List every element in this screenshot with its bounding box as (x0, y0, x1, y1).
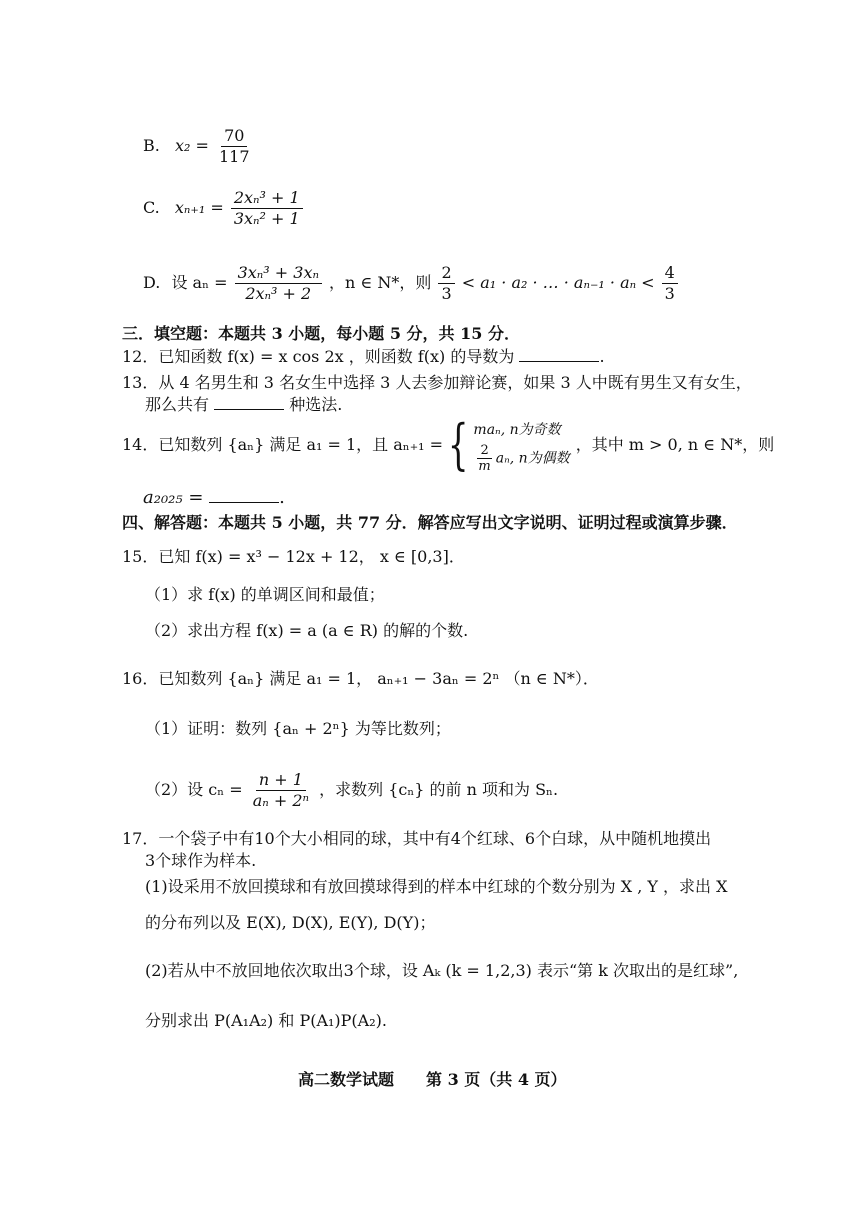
option-d-fraction: $\frac{\text{3xₙ³ + 3xₙ}}{\text{2xₙ³ + 2}}$ (235, 263, 322, 304)
question-14-line2: a₂₀₂₅ = . (143, 487, 285, 508)
answer-blank-14[interactable] (209, 486, 279, 503)
question-17-line6: 分别求出 P(A₁A₂) 和 P(A₁)P(A₂). (145, 1011, 387, 1030)
section-4-title: 四、解答题：本题共 5 小题，共 77 分．解答应写出文字说明、证明过程或演算步骤． (122, 513, 738, 532)
option-d: D. 设 aₙ = $\frac{\text{3xₙ³ + 3xₙ}}{\text{2xₙ³ + 2}}$ ，n ∈ N*，则 $\frac{2}{3}$ < a₁ · a₂ · … · aₙ₋₁ · aₙ < $\frac{4}{3}$ (143, 263, 680, 304)
question-13-line1: 13．从 4 名男生和 3 名女生中选择 3 人去参加辩论赛，如果 3 人中既有男生又有女生， (122, 373, 752, 392)
option-d-left-bound: $\frac{2}{3}$ (438, 263, 454, 304)
question-15-part1: （1）求 f(x) 的单调区间和最值； (145, 585, 385, 604)
question-17-line1: 17．一个袋子中有10个大小相同的球，其中有4个红球、6个白球，从中随机地摸出 (122, 829, 712, 848)
option-b: B. x₂ = $\frac{70}{117}$ (143, 126, 255, 167)
option-c: C. xₙ₊₁ = $\frac{\text{2xₙ³ + 1}}{\text{3xₙ² + 1}}$ (143, 188, 305, 229)
page-footer: 高二数学试题 第 3 页（共 4 页） (298, 1070, 567, 1089)
answer-blank-12[interactable] (519, 345, 599, 362)
question-12: 12．已知函数 f(x) = x cos 2x ，则函数 f(x) 的导数为 . (122, 347, 605, 366)
question-15-part2: （2）求出方程 f(x) = a (a ∈ R) 的解的个数. (145, 621, 469, 640)
question-14: 14．已知数列 {aₙ} 满足 a₁ = 1，且 aₙ₊₁ = { maₙ, n为奇数 $\frac{2}{m}$ aₙ, n为偶数 ，其中 m > 0, n ∈ N*，则 (122, 413, 775, 476)
question-16-stem: 16．已知数列 {aₙ} 满足 a₁ = 1， aₙ₊₁ − 3aₙ = 2ⁿ （n ∈ N*）． (122, 669, 599, 688)
question-13-line2: 那么共有 种选法. (145, 395, 343, 414)
c-n-fraction: $\frac{n + 1}{\text{aₙ + 2ⁿ}}$ (252, 770, 310, 810)
option-d-right-bound: $\frac{4}{3}$ (662, 263, 678, 304)
option-c-fraction: $\frac{\text{2xₙ³ + 1}}{\text{3xₙ² + 1}}$ (231, 188, 303, 229)
question-15-stem: 15．已知 f(x) = x³ − 12x + 12， x ∈ [0,3]． (122, 547, 465, 566)
option-b-fraction: $\frac{70}{117}$ (218, 126, 250, 166)
question-17-line3: (1)设采用不放回摸球和有放回摸球得到的样本中红球的个数分别为 X , Y ，求出 X (145, 877, 728, 896)
question-16-part1: （1）证明：数列 {aₙ + 2ⁿ} 为等比数列； (145, 719, 451, 738)
answer-blank-13[interactable] (214, 393, 284, 410)
question-16-part2: （2）设 cₙ = $\frac{n + 1}{\text{aₙ + 2ⁿ}}$ ，求数列 {cₙ} 的前 n 项和为 Sₙ. (145, 770, 559, 810)
question-17-line4: 的分布列以及 E(X), D(X), E(Y), D(Y)； (145, 913, 436, 932)
piecewise-definition: { maₙ, n为奇数 $\frac{2}{m}$ aₙ, n为偶数 (447, 413, 570, 476)
question-17-line5: (2)若从中不放回地依次取出3个球，设 Aₖ (k = 1,2,3) 表示“第 k 次取出的是红球”, (145, 961, 739, 980)
section-3-title: 三．填空题：本题共 3 小题，每小题 5 分，共 15 分． (122, 324, 520, 343)
question-17-line2: 3个球作为样本. (145, 851, 257, 870)
